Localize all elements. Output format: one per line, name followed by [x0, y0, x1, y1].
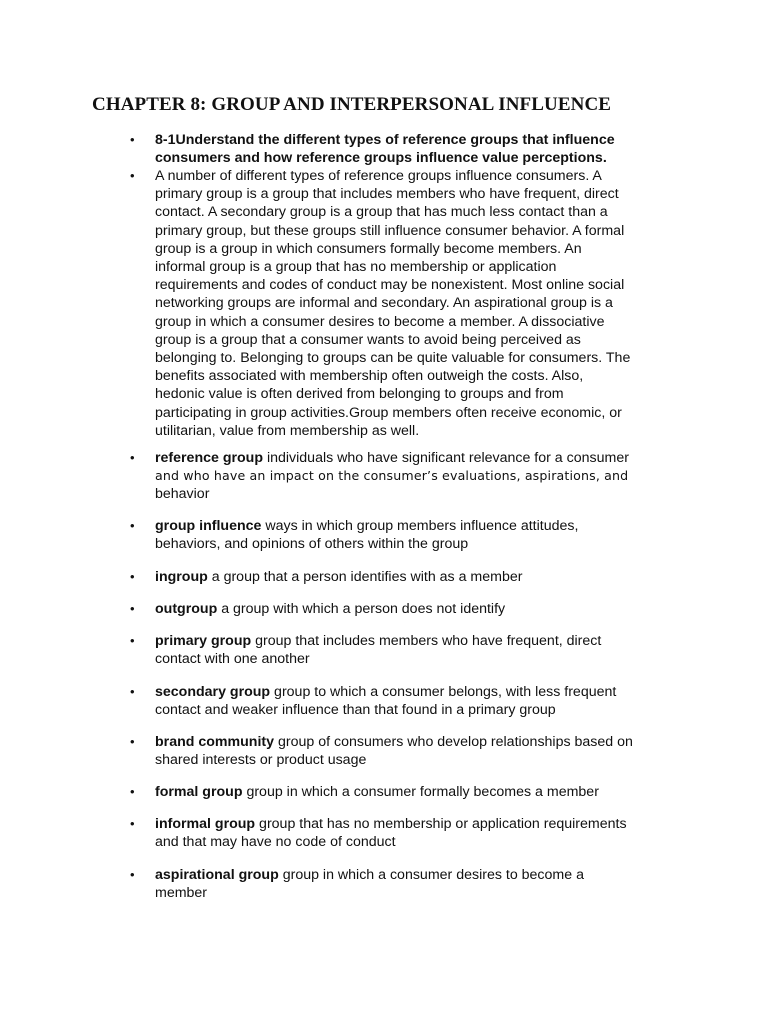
bullet-icon: • [130, 569, 135, 584]
definition-text [155, 632, 670, 668]
definition-line [155, 815, 670, 833]
objective-line: 8-1Understand the different types of reference groups that influence [155, 132, 615, 148]
bullet-icon: • [130, 784, 135, 799]
objective-line: consumers and how reference groups influence value perceptions. [155, 150, 607, 167]
definition-description: group in which a consumer desires to become a [278, 867, 584, 883]
definition-text [155, 449, 670, 504]
summary-line: group in which a consumer desires to become a member. A dissociative [155, 313, 605, 330]
summary-line: contact. A secondary group is a group that has much less contact than a [155, 204, 608, 221]
summary-line: belonging to. Belonging to groups can be quite valuable for consumers. The [155, 350, 631, 367]
definition-description: individuals who have significant relevance for a consumer [263, 450, 629, 466]
definition-line: contact and weaker influence than that found in a primary group [155, 702, 556, 719]
bullet-icon: • [130, 816, 135, 831]
bullet-icon: • [130, 633, 135, 648]
summary-line: A number of different types of reference groups influence consumers. A [155, 168, 602, 184]
definition-line: behaviors, and opinions of others within the group [155, 536, 469, 553]
definition-text [155, 866, 670, 902]
definition-line [155, 683, 670, 701]
definition-term: formal group [155, 784, 243, 800]
definition-line [155, 783, 670, 801]
definition-description: group that includes members who have frequent, direct [251, 633, 602, 649]
bullet-icon: • [130, 684, 135, 699]
summary-line: requirements and codes of conduct may be nonexistent. Most online social [155, 277, 625, 294]
definition-line: and that may have no code of conduct [155, 834, 396, 851]
definition-line [155, 632, 670, 650]
definition-term: group influence [155, 518, 262, 534]
definition-term: aspirational group [155, 867, 279, 883]
chapter-title: CHAPTER 8: GROUP AND INTERPERSONAL INFLUENCE [92, 94, 612, 115]
definition-term: ingroup [155, 569, 208, 585]
definition-text [155, 683, 670, 719]
definition-description: ways in which group members influence attitudes, [261, 518, 579, 534]
definition-description: a group that a person identifies with as a member [207, 569, 523, 585]
summary-line: networking groups are informal and secondary. An aspirational group is a [155, 295, 613, 312]
definition-line [155, 733, 670, 751]
definition-line [155, 517, 670, 535]
definition-text [155, 815, 670, 851]
definition-term: secondary group [155, 684, 271, 700]
definition-description: group of consumers who develop relationships based on [274, 734, 633, 750]
summary-line: utilitarian, value from membership as well. [155, 422, 420, 439]
definition-description: group that has no membership or application requirements [255, 816, 627, 832]
bullet-icon: • [130, 168, 135, 183]
definition-line: contact with one another [155, 651, 310, 668]
definition-description: a group with which a person does not identify [217, 601, 506, 617]
bullet-icon: • [130, 132, 135, 147]
definition-text [155, 600, 670, 618]
summary-paragraph [155, 167, 670, 440]
definition-text [155, 783, 670, 801]
definition-line [155, 568, 670, 586]
definition-description: group to which a consumer belongs, with less frequent [270, 684, 617, 700]
definition-term: informal group [155, 816, 256, 832]
definition-line [155, 449, 670, 467]
summary-line: primary group is a group that includes members who have frequent, direct [155, 186, 619, 203]
definition-term: brand community [155, 734, 275, 750]
definition-text [155, 517, 670, 553]
bullet-icon: • [130, 734, 135, 749]
summary-line: group is a group in which consumers formally become members. An [155, 240, 582, 257]
definition-line: member [155, 885, 208, 902]
definition-line: behavior [155, 486, 210, 503]
bullet-icon: • [130, 518, 135, 533]
summary-line: group is a group that a consumer wants to avoid being perceived as [155, 331, 581, 348]
summary-line: benefits associated with membership often outweigh the costs. Also, [155, 368, 584, 385]
learning-objective [155, 131, 670, 167]
definition-line [155, 600, 670, 618]
definition-term: reference group [155, 450, 264, 466]
definition-text [155, 733, 670, 769]
definition-term: outgroup [155, 601, 218, 617]
summary-line: participating in group activities.Group members often receive economic, or [155, 404, 622, 421]
bullet-icon: • [130, 867, 135, 882]
definition-text [155, 568, 670, 586]
summary-line: informal group is a group that has no membership or application [155, 259, 557, 276]
bullet-icon: • [130, 601, 135, 616]
definition-description: group in which a consumer formally becomes a member [242, 784, 599, 800]
definition-term: primary group [155, 633, 252, 649]
summary-line: primary group, but these groups still influence consumer behavior. A formal [155, 222, 625, 239]
definition-line: and who have an impact on the consumer’s evaluations, aspirations, and [155, 468, 629, 484]
summary-line: hedonic value is often derived from belonging to groups and from [155, 386, 564, 403]
definition-line: shared interests or product usage [155, 752, 367, 769]
bullet-icon: • [130, 450, 135, 465]
definition-line [155, 866, 670, 884]
